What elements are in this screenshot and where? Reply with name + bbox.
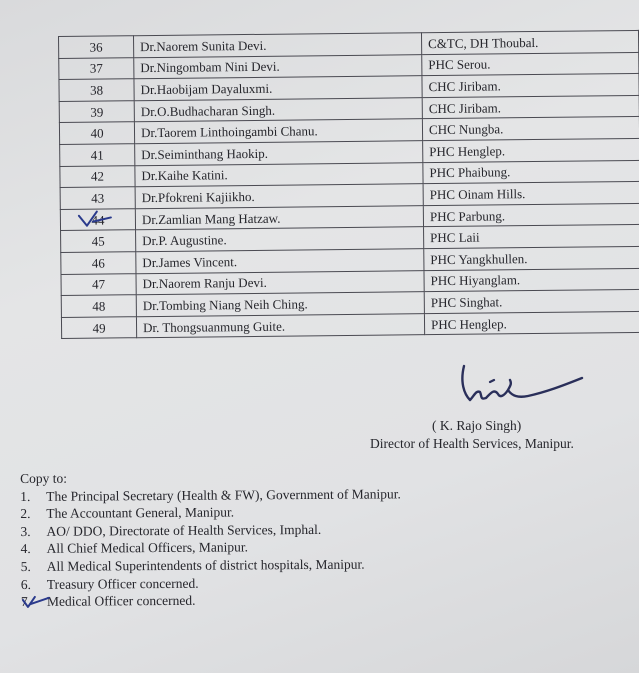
row-number: 38 — [59, 79, 134, 101]
copy-check-mark — [21, 594, 51, 610]
doctor-name: Dr.Taorem Linthoingambi Chanu. — [134, 119, 422, 144]
doctor-name: Dr.Ningombam Nini Devi. — [134, 54, 422, 79]
row-number: 48 — [61, 295, 136, 317]
copy-to-index: 6. — [20, 576, 31, 592]
row-number: 41 — [60, 144, 135, 166]
row-number: 43 — [60, 187, 135, 209]
row-number: 46 — [61, 252, 136, 274]
posting-table-body — [59, 30, 639, 338]
posting-place: PHC Henglep. — [424, 311, 639, 335]
copy-to-text: All Chief Medical Officers, Manipur. — [46, 539, 249, 557]
posting-place: CHC Nungba. — [422, 117, 639, 141]
row-number: 42 — [60, 165, 135, 187]
row-check-mark — [77, 207, 115, 229]
row-number: 36 — [59, 36, 134, 58]
handwritten-signature — [450, 360, 590, 420]
posting-place: PHC Oinam Hills. — [423, 182, 639, 206]
copy-to-index: 2. — [20, 506, 31, 522]
posting-place: PHC Parbung. — [423, 203, 639, 227]
row-number: 45 — [61, 230, 136, 252]
copy-to-list — [20, 483, 621, 610]
doctor-name: Dr.P. Augustine. — [136, 227, 424, 252]
copy-to-text: The Principal Secretary (Health & FW), Government of Manipur. — [46, 485, 401, 504]
row-number: 49 — [61, 316, 136, 338]
posting-place: CHC Jiribam. — [422, 95, 639, 119]
copy-to-text: Treasury Officer concerned. — [46, 575, 199, 592]
copy-to-index: 5. — [20, 558, 31, 574]
row-number: 40 — [59, 122, 134, 144]
doctor-name: Dr. Thongsuanmung Guite. — [136, 313, 424, 338]
doctor-name: Dr.Zamlian Mang Hatzaw. — [135, 205, 423, 230]
doctor-name: Dr.Pfokreni Kajiikho. — [135, 184, 423, 209]
posting-table — [58, 30, 639, 339]
copy-to-text: Medical Officer concerned. — [46, 592, 196, 609]
doctor-name: Dr.O.Budhacharan Singh. — [134, 97, 422, 122]
row-number: 37 — [59, 57, 134, 79]
copy-to-section — [20, 466, 621, 611]
doctor-name: Dr.Kaihe Katini. — [135, 162, 423, 187]
posting-place: PHC Singhat. — [424, 290, 639, 314]
signatory-title: Director of Health Services, Manipur. — [370, 436, 574, 451]
row-number: 47 — [61, 273, 136, 295]
copy-to-index: 7. — [20, 594, 32, 610]
posting-place: PHC Yangkhullen. — [424, 246, 639, 270]
copy-to-text: AO/ DDO, Directorate of Health Services, Imphal. — [46, 521, 322, 539]
copy-to-index: 4. — [20, 541, 31, 557]
signatory-name: ( K. Rajo Singh) — [432, 418, 522, 433]
copy-to-text: The Accountant General, Manipur. — [46, 504, 235, 522]
copy-to-index: 3. — [20, 523, 31, 539]
doctor-name: Dr.Tombing Niang Neih Ching. — [136, 292, 424, 317]
copy-to-text: All Medical Superintendents of district hospitals, Manipur. — [46, 556, 365, 574]
posting-place: PHC Hiyanglam. — [424, 268, 639, 292]
copy-to-index: 1. — [20, 488, 31, 504]
copy-to-heading: Copy to: — [20, 470, 68, 486]
posting-place: PHC Laii — [424, 225, 639, 249]
doctor-name: Dr.Seiminthang Haokip. — [135, 141, 423, 166]
doctor-name: Dr.James Vincent. — [136, 249, 424, 274]
posting-place: PHC Henglep. — [423, 138, 639, 162]
posting-place: CHC Jiribam. — [422, 74, 639, 98]
posting-place: C&TC, DH Thoubal. — [421, 30, 638, 54]
posting-place: PHC Phaibung. — [423, 160, 639, 184]
copy-to-item — [21, 589, 621, 611]
doctor-name: Dr.Naorem Ranju Devi. — [136, 270, 424, 295]
doctor-name: Dr.Naorem Sunita Devi. — [134, 33, 422, 58]
posting-place: PHC Serou. — [422, 52, 639, 76]
row-number: 39 — [59, 100, 134, 122]
row-number: 44 — [60, 208, 135, 230]
doctor-name: Dr.Haobijam Dayaluxmi. — [134, 76, 422, 101]
